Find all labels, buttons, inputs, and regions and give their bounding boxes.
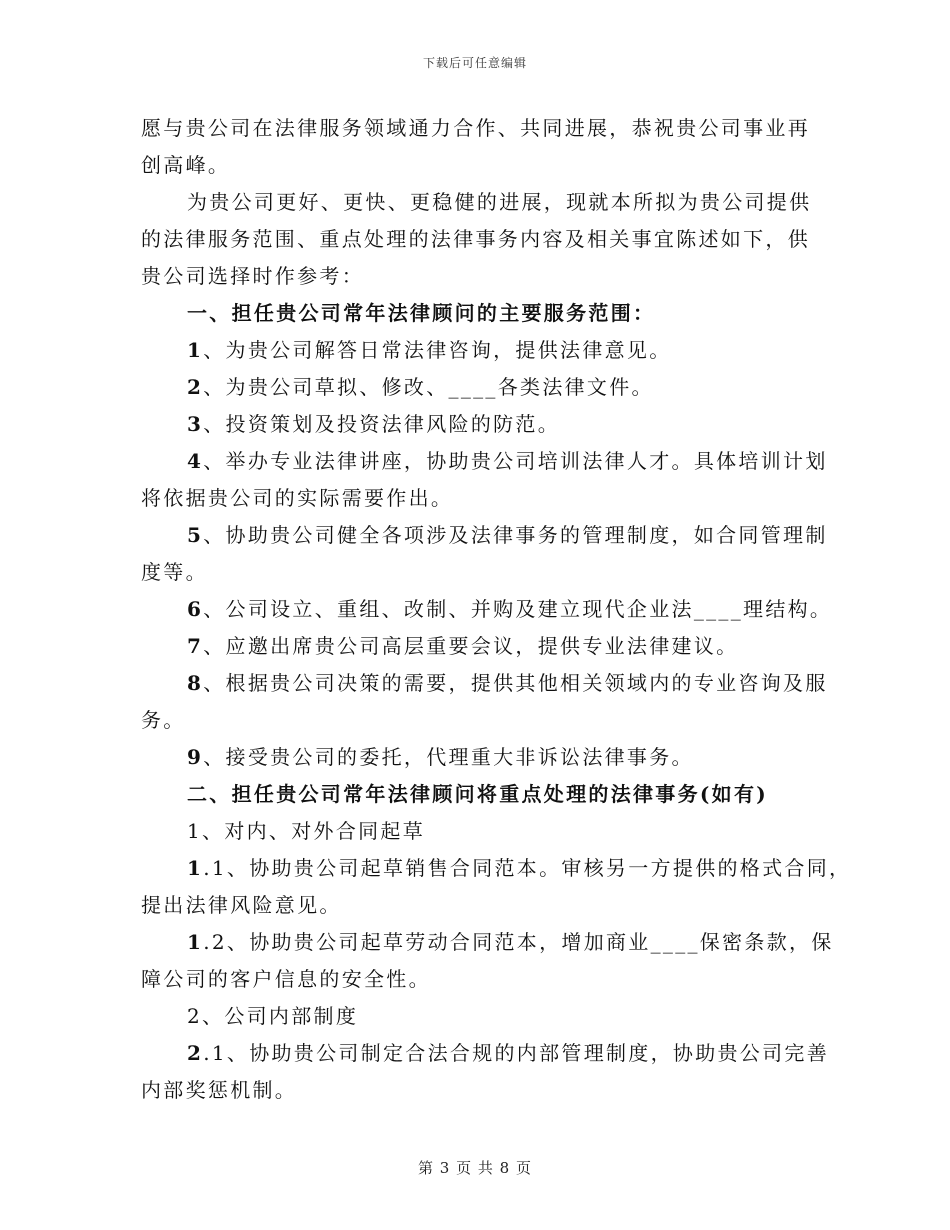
list-item	[141, 1035, 829, 1109]
text-line: 为贵公司更好、更快、更稳健的进展，现就本所拟为贵公司提供	[187, 190, 812, 214]
list-item	[141, 924, 834, 998]
item-text-continued: 内部奖惩机制。	[141, 1078, 298, 1102]
item-number: 1	[187, 338, 204, 362]
item-text: .1、协助贵公司起草销售合同范本。审核另一方提供的格式合同，	[203, 856, 852, 880]
heading-text: 一、担任贵公司常年法律顾问的主要服务范围：	[187, 301, 656, 325]
subsection-text: 1、对内、对外合同起草	[187, 819, 426, 843]
item-text: 、应邀出席贵公司高层重要会议，提供专业法律建议。	[203, 634, 739, 658]
item-text-continued: 将依据贵公司的实际需要作出。	[141, 486, 454, 510]
item-text: 、为贵公司解答日常法律咨询，提供法律意见。	[203, 338, 672, 362]
item-number: 5	[187, 523, 204, 547]
item-text-continued: 务。	[141, 708, 186, 732]
section-heading	[141, 776, 821, 813]
list-item	[141, 628, 821, 665]
item-number: 4	[187, 449, 204, 473]
list-item	[141, 850, 852, 924]
list-item	[141, 517, 828, 591]
text-line: 愿与贵公司在法律服务领域通力合作、共同进展，恭祝贵公司事业再	[141, 116, 810, 140]
item-number: 9	[187, 745, 204, 769]
item-text-continued: 度等。	[141, 560, 208, 584]
list-item	[141, 443, 828, 517]
item-number: 2	[187, 375, 204, 399]
text-line: 贵公司选择时作参考：	[141, 264, 364, 288]
item-number: 3	[187, 412, 204, 436]
item-text: 、举办专业法律讲座，协助贵公司培训法律人才。具体培训计划	[203, 449, 828, 473]
paragraph	[141, 184, 821, 295]
subsection-title	[141, 813, 821, 850]
item-text: 、公司设立、重组、改制、并购及建立现代企业法____理结构。	[203, 597, 833, 621]
page-footer: 第 3 页 共 8 页	[418, 1159, 532, 1177]
paragraph	[141, 110, 821, 184]
item-number: 1	[187, 930, 204, 954]
item-text: 、投资策划及投资法律风险的防范。	[203, 412, 561, 436]
item-text: 、接受贵公司的委托，代理重大非诉讼法律事务。	[203, 745, 694, 769]
item-number: 7	[187, 634, 204, 658]
item-number: 1	[187, 856, 204, 880]
item-text: .1、协助贵公司制定合法合规的内部管理制度，协助贵公司完善	[203, 1041, 829, 1065]
text-line: 创高峰。	[141, 153, 231, 177]
item-text: 、协助贵公司健全各项涉及法律事务的管理制度，如合同管理制	[203, 523, 828, 547]
item-number: 8	[187, 671, 204, 695]
item-text: 、为贵公司草拟、修改、____各类法律文件。	[203, 375, 654, 399]
page-header-note: 下载后可任意编辑	[422, 56, 527, 70]
item-text: .2、协助贵公司起草劳动合同范本，增加商业____保密条款，保	[203, 930, 834, 954]
subsection-text: 2、公司内部制度	[187, 1004, 359, 1028]
list-item	[141, 591, 833, 628]
item-number: 6	[187, 597, 204, 621]
section-heading	[141, 295, 821, 332]
list-item	[141, 665, 828, 739]
item-text-continued: 障公司的客户信息的安全性。	[141, 967, 431, 991]
heading-text: 二、担任贵公司常年法律顾问将重点处理的法律事务(如有)	[187, 782, 769, 806]
document-body	[141, 110, 852, 1109]
item-text-continued: 提出法律风险意见。	[141, 893, 342, 917]
item-text: 、根据贵公司决策的需要，提供其他相关领域内的专业咨询及服	[203, 671, 828, 695]
list-item	[141, 739, 821, 776]
list-item	[141, 369, 821, 406]
subsection-title	[141, 998, 821, 1035]
item-number: 2	[187, 1041, 204, 1065]
text-line: 的法律服务范围、重点处理的法律事务内容及相关事宜陈述如下，供	[141, 227, 810, 251]
list-item	[141, 332, 821, 369]
list-item	[141, 406, 821, 443]
